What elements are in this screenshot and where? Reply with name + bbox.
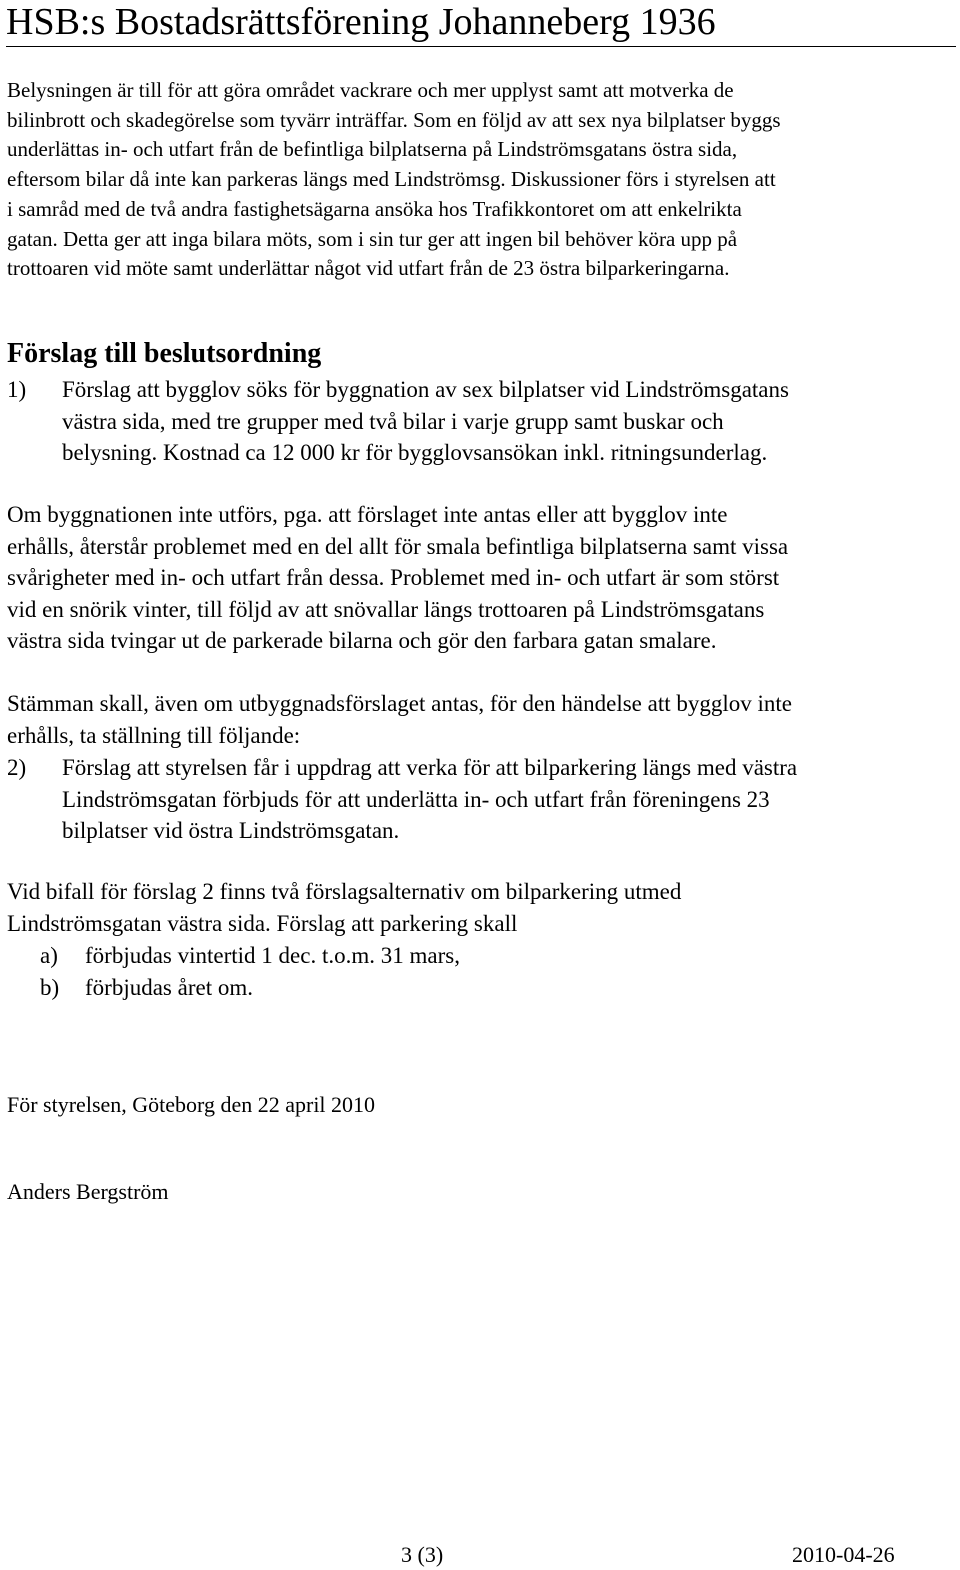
paragraph-line: Lindströmsgatan förbjuds för att underlätta in- och utfart från föreningens 23 xyxy=(62,786,770,812)
signature-place-date: För styrelsen, Göteborg den 22 april 2010 xyxy=(7,1092,376,1117)
paragraph-meeting xyxy=(7,688,957,751)
footer-date: 2010-04-26 xyxy=(792,1542,895,1567)
proposal-2 xyxy=(7,752,957,848)
paragraph-line: svårigheter med in- och utfart från dessa. Problemet med in- och utfart är som störst xyxy=(7,565,780,590)
intro-paragraph xyxy=(7,76,957,284)
paragraph-line: Förslag att styrelsen får i uppdrag att verka för att bilparkering längs med västra xyxy=(62,755,798,780)
paragraph-line: i samråd med de två andra fastighetsägarna ansöka hos Trafikkontoret om att enkelrikta xyxy=(7,196,742,221)
alternative-item xyxy=(7,940,957,972)
paragraph-line: Vid bifall för förslag 2 finns två förslagsalternativ om bilparkering utmed xyxy=(7,879,682,904)
paragraph-line: gatan. Detta ger att inga bilara möts, som i sin tur ger att ingen bil behöver köra upp på xyxy=(7,226,738,251)
paragraph-line: underlättas in- och utfart från de befintliga bilplatserna på Lindströmsgatans östra sida, xyxy=(7,137,738,162)
paragraph-line: bilinbrott och skadegörelse som tyvärr inträffar. Som en följd av att sex nya bilplatser byggs xyxy=(7,107,781,132)
paragraph-line: Stämman skall, även om utbyggnadsförslaget antas, för den händelse att bygglov inte xyxy=(7,691,793,716)
paragraph-line: Lindströmsgatan västra sida. Förslag att parkering skall xyxy=(7,910,518,936)
paragraph-alternatives xyxy=(7,876,957,939)
paragraph-line: vid en snörik vinter, till följd av att snövallar längs trottoaren på Lindströmsgatans xyxy=(7,596,765,622)
paragraph-line: erhålls, ta ställning till följande: xyxy=(7,722,301,748)
proposal-number: 1) xyxy=(7,377,27,402)
alternative-text: förbjudas vintertid 1 dec. t.o.m. 31 mars, xyxy=(85,943,460,968)
paragraph-not-built xyxy=(7,499,957,657)
paragraph-line: västra sida, med tre grupper med två bilar i varje grupp samt buskar och xyxy=(62,408,724,434)
paragraph-line: Om byggnationen inte utförs, pga. att förslaget inte antas eller att bygglov inte xyxy=(7,502,728,527)
paragraph-line: trottoaren vid möte samt underlättar något vid utfart från de 23 östra bilparkeringarna. xyxy=(7,256,730,281)
signature-name: Anders Bergström xyxy=(7,1179,169,1204)
paragraph-line: Förslag att bygglov söks för byggnation av sex bilplatser vid Lindströmsgatans xyxy=(62,377,789,402)
paragraph-line: erhålls, återstår problemet med en del allt för smala befintliga bilplatserna samt vissa xyxy=(7,533,789,559)
alternative-item xyxy=(7,972,957,1004)
alternative-text: förbjudas året om. xyxy=(85,975,253,1000)
proposal-text xyxy=(62,752,797,847)
page-number: 3 (3) xyxy=(401,1542,444,1567)
document-title: HSB:s Bostadsrättsförening Johanneberg 1936 xyxy=(6,1,716,43)
paragraph-line: västra sida tvingar ut de parkerade bilarna och gör den farbara gatan smalare. xyxy=(7,628,717,653)
header-rule xyxy=(6,46,956,47)
proposal-text xyxy=(62,374,789,469)
paragraph-line: eftersom bilar då inte kan parkeras längs med Lindströmsg. Diskussioner förs i styrelsen att xyxy=(7,167,776,192)
paragraph-line: bilplatser vid östra Lindströmsgatan. xyxy=(62,818,400,843)
alternative-label: a) xyxy=(40,943,58,968)
alternative-label: b) xyxy=(40,975,60,1000)
section-heading: Förslag till beslutsordning xyxy=(7,338,322,369)
proposal-number: 2) xyxy=(7,755,27,780)
proposal-1 xyxy=(7,374,957,470)
paragraph-line: belysning. Kostnad ca 12 000 kr för bygglovsansökan inkl. ritningsunderlag. xyxy=(62,440,768,465)
paragraph-line: Belysningen är till för att göra området vackrare och mer upplyst samt att motverka de xyxy=(7,78,734,102)
